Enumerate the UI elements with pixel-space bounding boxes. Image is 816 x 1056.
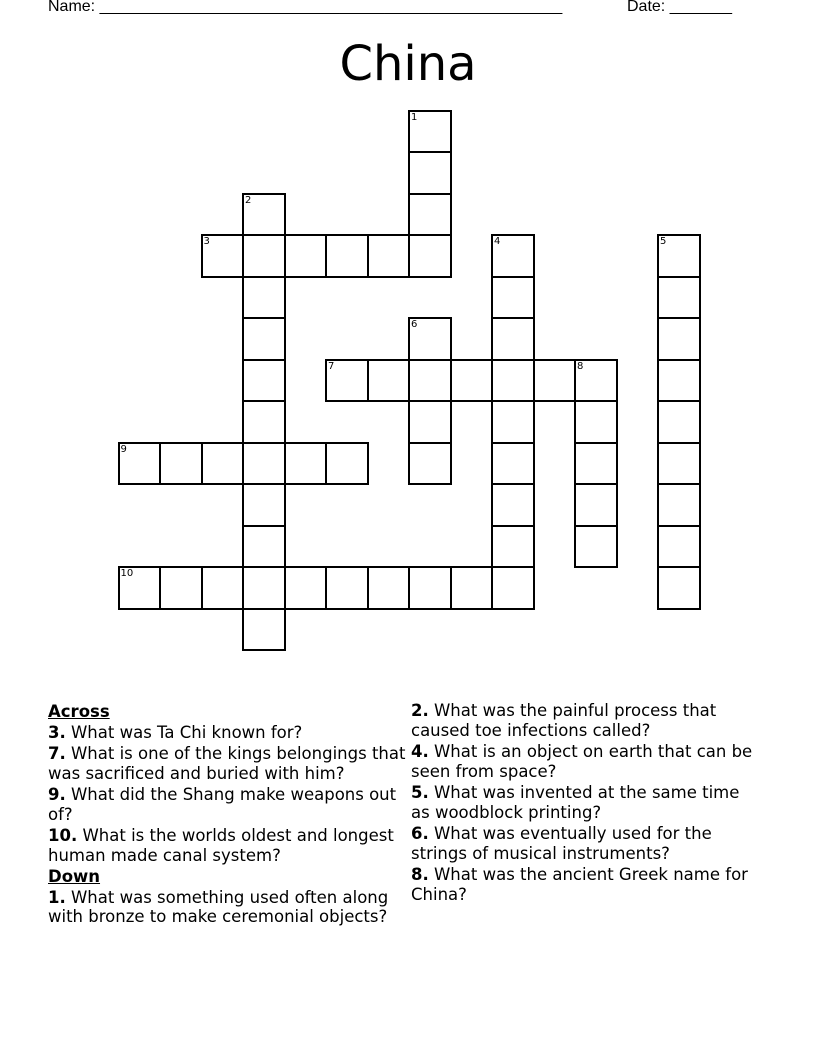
- crossword-cell: [408, 193, 452, 237]
- crossword-cell: [242, 525, 286, 569]
- crossword-cell: [408, 110, 452, 154]
- crossword-cell: [657, 400, 701, 444]
- crossword-cell: [242, 400, 286, 444]
- crossword-cell: [408, 400, 452, 444]
- clue-number-label: 2: [245, 194, 252, 206]
- crossword-cell: [325, 359, 369, 403]
- crossword-cell: [408, 234, 452, 278]
- crossword-cell: [408, 566, 452, 610]
- crossword-cell: [242, 566, 286, 610]
- clue-across-3: [48, 723, 410, 743]
- clue-number-label: 3: [203, 236, 210, 247]
- crossword-cell: [118, 442, 162, 486]
- crossword-cell: [657, 442, 701, 486]
- page-title: China: [339, 36, 477, 92]
- crossword-cell: [284, 566, 328, 610]
- crossword-cell: [574, 525, 618, 569]
- crossword-cell: [450, 359, 494, 403]
- clue-number: 7.: [48, 744, 66, 763]
- crossword-cell: [367, 359, 411, 403]
- clue-text: What was the ancient Greek name for China?: [411, 865, 748, 904]
- date-field: Date: _______: [627, 0, 732, 15]
- crossword-cell: [491, 483, 535, 527]
- clue-text: What did the Shang make weapons out of?: [48, 785, 397, 824]
- clue-number: 6.: [411, 824, 429, 843]
- crossword-cell: [657, 483, 701, 527]
- clue-number-label: 5: [660, 236, 667, 247]
- crossword-cell: [491, 442, 535, 486]
- crossword-cell: [242, 442, 286, 486]
- clue-text: What was Ta Chi known for?: [65, 722, 303, 742]
- crossword-cell: [408, 151, 452, 195]
- crossword-cell: [325, 234, 369, 278]
- crossword-cell: [574, 400, 618, 444]
- crossword-cell: [242, 483, 286, 527]
- clue-down-8: [411, 865, 761, 904]
- crossword-cell: [242, 317, 286, 361]
- clue-number: 3.: [48, 722, 66, 742]
- crossword-cell: [657, 276, 701, 320]
- clue-across-9: [48, 785, 410, 824]
- crossword-cell: [574, 483, 618, 527]
- crossword-cell: [574, 442, 618, 486]
- crossword-cell: [325, 442, 369, 486]
- crossword-cell: [657, 317, 701, 361]
- crossword-cell: [408, 442, 452, 486]
- crossword-cell: [657, 234, 701, 278]
- clue-across-10: [48, 826, 410, 865]
- clues-left-column: [48, 700, 410, 929]
- clue-number: 10.: [48, 826, 78, 845]
- crossword-cell: [242, 234, 286, 278]
- crossword-cell: [491, 525, 535, 569]
- crossword-cell: [533, 359, 577, 403]
- clue-number-label: 4: [494, 236, 501, 247]
- crossword-cell: [657, 566, 701, 610]
- crossword-cell: [242, 193, 286, 237]
- crossword-cell: [242, 359, 286, 403]
- clue-number: 1.: [48, 887, 66, 907]
- crossword-cell: [325, 566, 369, 610]
- crossword-cell: [201, 442, 245, 486]
- crossword-cell: [201, 234, 245, 278]
- crossword-cell: [284, 234, 328, 278]
- clue-text: What is an object on earth that can be seen from space?: [411, 742, 753, 781]
- clue-number-label: 9: [120, 443, 127, 455]
- crossword-cell: [159, 442, 203, 486]
- crossword-cell: [450, 566, 494, 610]
- clue-number-label: 7: [328, 360, 335, 372]
- crossword-cell: [367, 566, 411, 610]
- clues-right-column: [411, 700, 761, 906]
- crossword-cell: [242, 276, 286, 320]
- clue-number: 8.: [411, 865, 429, 884]
- crossword-cell: [491, 566, 535, 610]
- clue-down-1: [48, 888, 410, 927]
- clue-number: 5.: [411, 783, 429, 802]
- clue-text: What was something used often along with bronze to make ceremonial objects?: [48, 887, 389, 926]
- crossword-cell: [159, 566, 203, 610]
- crossword-cell: [408, 317, 452, 361]
- crossword-cell: [657, 525, 701, 569]
- crossword-cell: [574, 359, 618, 403]
- crossword-cell: [242, 608, 286, 652]
- crossword-cell: [118, 566, 162, 610]
- crossword-cell: [491, 359, 535, 403]
- crossword-cell: [367, 234, 411, 278]
- clue-number: 9.: [48, 785, 66, 804]
- clue-down-6: [411, 824, 761, 863]
- clue-down-5: [411, 783, 761, 822]
- crossword-cell: [491, 317, 535, 361]
- clue-across-7: [48, 744, 410, 783]
- clue-text: What was eventually used for the strings of musical instruments?: [411, 824, 712, 863]
- clue-number: 2.: [411, 701, 429, 720]
- clue-number-label: 6: [411, 319, 418, 330]
- crossword-cell: [657, 359, 701, 403]
- name-field: Name: ____________________________________________________: [48, 0, 563, 15]
- crossword-cell: [284, 442, 328, 486]
- crossword-cell: [491, 234, 535, 278]
- clue-number: 4.: [411, 742, 429, 761]
- crossword-cell: [491, 276, 535, 320]
- clue-text: What was invented at the same time as woodblock printing?: [411, 783, 740, 822]
- across-heading: Across: [48, 702, 110, 721]
- clue-number-label: 10: [120, 568, 134, 579]
- clue-down-2: [411, 701, 761, 740]
- clue-text: What is one of the kings belongings that was sacrificed and buried with him?: [48, 744, 406, 783]
- clue-text: What was the painful process that caused toe infections called?: [411, 701, 717, 740]
- clue-number-label: 8: [577, 360, 584, 372]
- down-heading: Down: [48, 867, 101, 886]
- clue-text: What is the worlds oldest and longest human made canal system?: [48, 826, 394, 865]
- crossword-cell: [408, 359, 452, 403]
- crossword-cell: [201, 566, 245, 610]
- crossword-cell: [491, 400, 535, 444]
- clue-down-4: [411, 742, 761, 781]
- clue-number-label: 1: [411, 111, 418, 123]
